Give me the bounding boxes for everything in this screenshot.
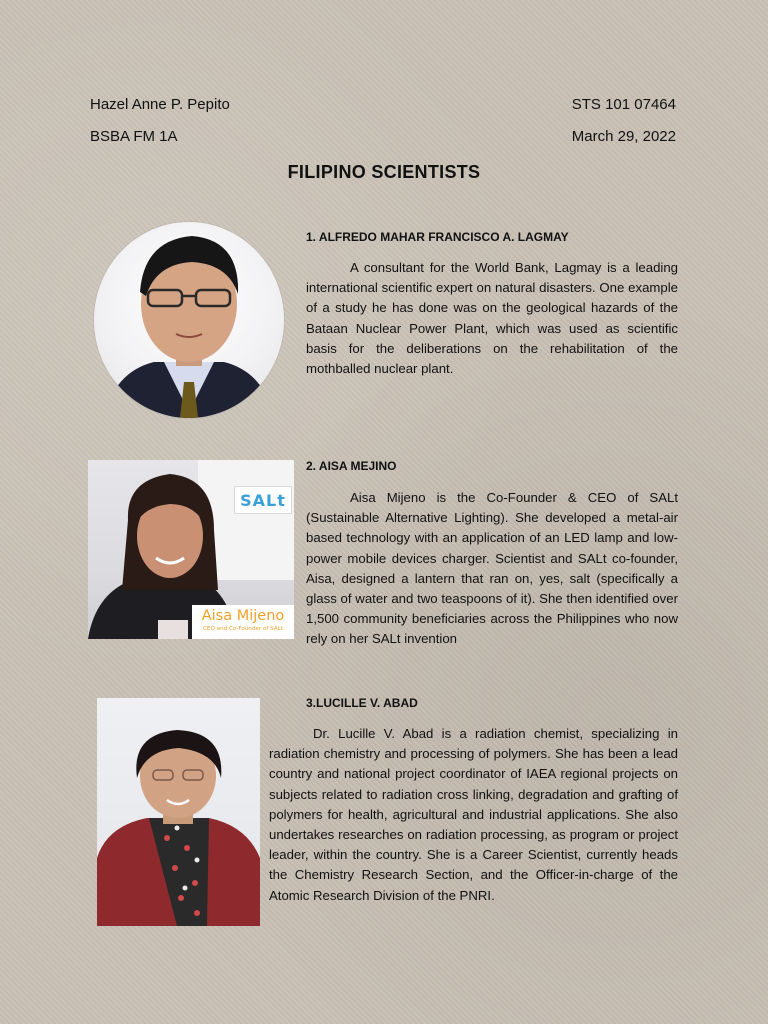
date: March 29, 2022 xyxy=(571,128,676,145)
scientist-2-paragraph: Aisa Mijeno is the Co-Founder & CEO of SALt (Sustainable Alternative Lighting). She developed a metal-air based technology with an application of an LED lamp and low-power mobile devices charger. Scientist and SALt co-founder, Aisa, designed a lantern that ran on, yes, salt (specifically a glass of water and two teaspoons of it). She then identified over 1,500 community beneficiaries across the Philippines who now rely on her SALt invention xyxy=(306,490,678,647)
scientist-1-paragraph: A consultant for the World Bank, Lagmay is a leading international scientific expert on natural disasters. One example of a study he has done was on the geological hazards of the Bataan Nuclear Power Plant, which was used as scientific basis for the deliberations on the rehabilitation of the mothballed nuclear plant. xyxy=(306,260,678,377)
salt-logo: SALt xyxy=(234,486,292,514)
abad-photo xyxy=(97,698,260,926)
section: BSBA FM 1A xyxy=(90,128,178,145)
mijeno-photo xyxy=(88,460,294,639)
page-title: FILIPINO SCIENTISTS xyxy=(287,162,481,182)
lagmay-photo xyxy=(94,222,284,418)
abad-portrait-icon xyxy=(97,698,260,926)
course-code: STS 101 07464 xyxy=(571,96,676,113)
scientist-2-heading: 2. AISA MEJINO xyxy=(306,459,397,473)
scientist-1-heading: 1. ALFREDO MAHAR FRANCISCO A. LAGMAY xyxy=(306,230,569,244)
scientist-3-paragraph: Dr. Lucille V. Abad is a radiation chemist, specializing in radiation chemistry and processing of polymers. She has been a lead country and national project coordinator of IAEA regional projects on subjects related to radiation cross linking, degradation and grafting of polymers for health, agricultural and industrial applications. She also undertakes researches on radiation processing, as program or project leader, within the country. She is a Career Scientist, currently heads the Chemistry Research Section, and the Officer-in-charge of the Atomic Research Division of the PNRI. xyxy=(269,726,678,903)
student-name: Hazel Anne P. Pepito xyxy=(90,96,230,113)
photo-caption: CEO and Co-Founder of SALt xyxy=(203,626,283,632)
photo-name: Aisa Mijeno xyxy=(201,608,285,624)
lagmay-portrait-icon xyxy=(94,222,284,418)
scientist-3-heading: 3.LUCILLE V. ABAD xyxy=(306,696,418,710)
photo-name-banner xyxy=(192,605,294,639)
